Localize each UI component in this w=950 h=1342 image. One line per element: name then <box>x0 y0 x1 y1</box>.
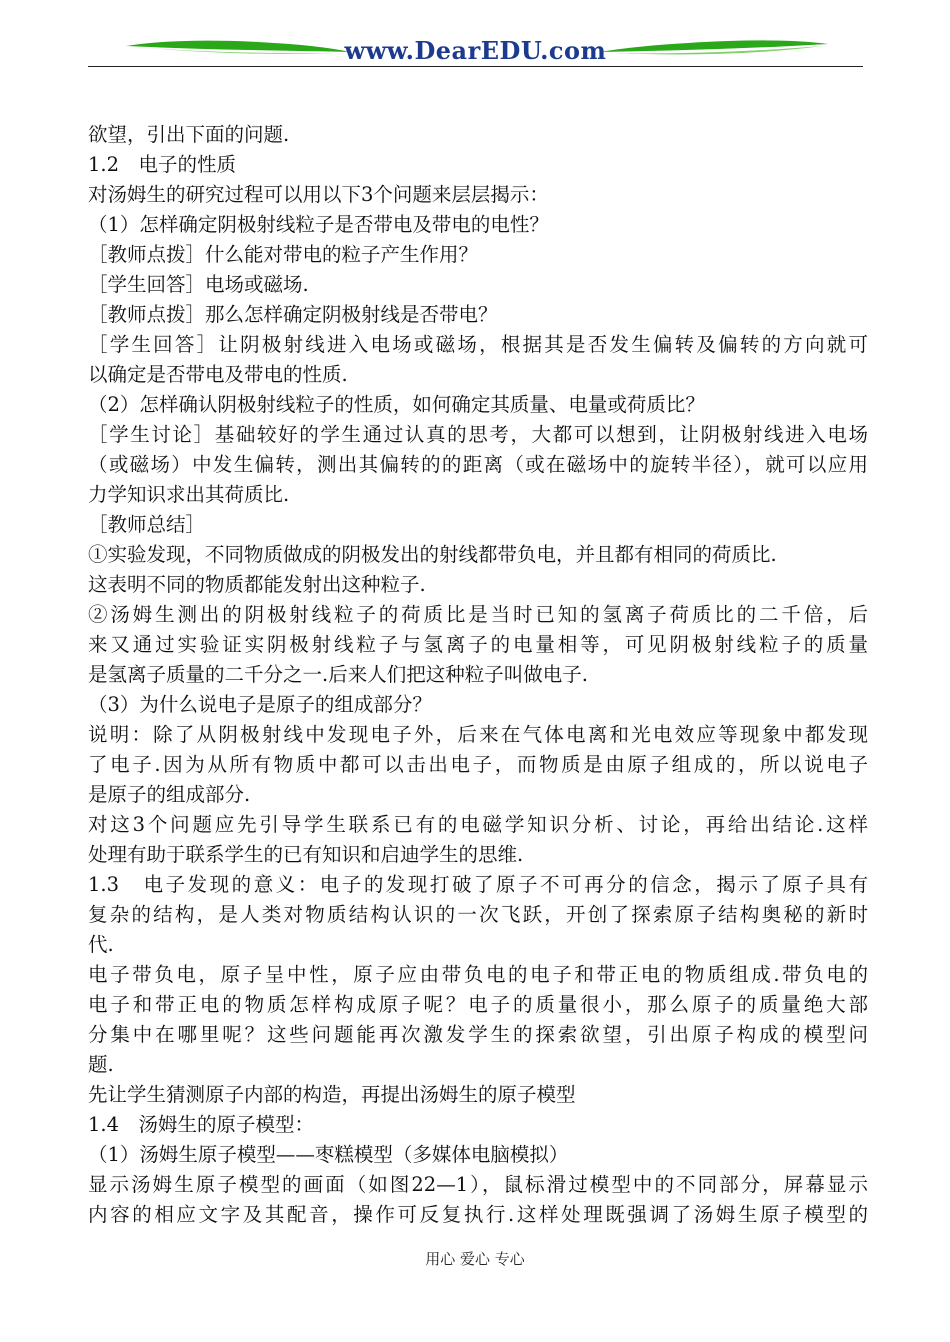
text-line: ①实验发现，不同物质做成的阴极发出的射线都带负电，并且都有相同的荷质比. <box>88 543 777 566</box>
document-body <box>88 120 868 1230</box>
text-line: （1）汤姆生原子模型——枣糕模型（多媒体电脑模拟） <box>88 1143 569 1166</box>
page-header <box>88 28 863 70</box>
text-line: 先让学生猜测原子内部的构造，再提出汤姆生的原子模型 <box>88 1083 576 1106</box>
text-line: 这表明不同的物质都能发射出这种粒子. <box>88 573 426 596</box>
section-heading: 1.3 电子发现的意义：电子的发现打破了原子不可再分的信念，揭示了原子具有 <box>88 873 868 896</box>
text-line: 以确定是否带电及带电的性质. <box>88 363 348 386</box>
question-line: （1）怎样确定阴极射线粒子是否带电及带电的电性？ <box>88 213 549 236</box>
text-line: 是氢离子质量的二千分之一.后来人们把这种粒子叫做电子. <box>88 663 588 686</box>
text-line: 显示汤姆生原子模型的画面（如图22—1），鼠标滑过模型中的不同部分，屏幕显示 <box>88 1173 868 1196</box>
text-line: ［学生回答］电场或磁场. <box>88 273 309 296</box>
text-line: 分集中在哪里呢？这些问题能再次激发学生的探索欲望，引出原子构成的模型问 <box>88 1023 868 1046</box>
text-line: 电子带负电，原子呈中性，原子应由带负电的电子和带正电的物质组成.带负电的 <box>88 963 868 986</box>
section-heading: 1.4 汤姆生的原子模型： <box>88 1113 315 1136</box>
header-divider <box>88 66 863 67</box>
text-line: 来又通过实验证实阴极射线粒子与氢离子的电量相等，可见阴极射线粒子的质量 <box>88 633 868 656</box>
text-line: ［学生回答］让阴极射线进入电场或磁场，根据其是否发生偏转及偏转的方向就可 <box>88 333 868 356</box>
text-line: 了电子.因为从所有物质中都可以击出电子，而物质是由原子组成的，所以说电子 <box>88 753 868 776</box>
text-line: 是原子的组成部分. <box>88 783 251 806</box>
text-line: （或磁场）中发生偏转，测出其偏转的的距离（或在磁场中的旋转半径），就可以应用 <box>88 453 868 476</box>
text-line: 处理有助于联系学生的已有知识和启迪学生的思维. <box>88 843 524 866</box>
text-line: 内容的相应文字及其配音，操作可反复执行.这样处理既强调了汤姆生原子模型的 <box>88 1203 868 1226</box>
text-line: 对汤姆生的研究过程可以用以下3个问题来层层揭示： <box>88 183 549 206</box>
text-line: 说明：除了从阴极射线中发现电子外，后来在气体电离和光电效应等现象中都发现 <box>88 723 868 746</box>
page-footer: 用心 爱心 专心 <box>425 1250 525 1268</box>
text-line: 电子和带正电的物质怎样构成原子呢？电子的质量很小，那么原子的质量绝大部 <box>88 993 868 1016</box>
text-line: 对这3个问题应先引导学生联系已有的电磁学知识分析、讨论，再给出结论.这样 <box>88 813 868 836</box>
text-line: ［教师点拨］那么怎样确定阴极射线是否带电？ <box>88 303 498 326</box>
text-line: 复杂的结构，是人类对物质结构认识的一次飞跃，开创了探索原子结构奥秘的新时 <box>88 903 868 926</box>
text-line: ［教师点拨］什么能对带电的粒子产生作用？ <box>88 243 479 266</box>
question-line: （2）怎样确认阴极射线粒子的性质，如何确定其质量、电量或荷质比？ <box>88 393 705 416</box>
text-line: ［学生讨论］基础较好的学生通过认真的思考，大都可以想到，让阴极射线进入电场 <box>88 423 868 446</box>
site-logo-text: www.DearEDU.com <box>344 36 607 65</box>
text-line: ［教师总结］ <box>88 513 206 536</box>
section-heading: 1.2 电子的性质 <box>88 153 237 176</box>
text-line: ②汤姆生测出的阴极射线粒子的荷质比是当时已知的氢离子荷质比的二千倍，后 <box>88 603 868 626</box>
text-line: 代. <box>88 933 114 956</box>
question-line: （3）为什么说电子是原子的组成部分？ <box>88 693 432 716</box>
text-line: 题. <box>88 1053 114 1076</box>
text-line: 力学知识求出其荷质比. <box>88 483 290 506</box>
text-line: 欲望，引出下面的问题. <box>88 123 290 146</box>
